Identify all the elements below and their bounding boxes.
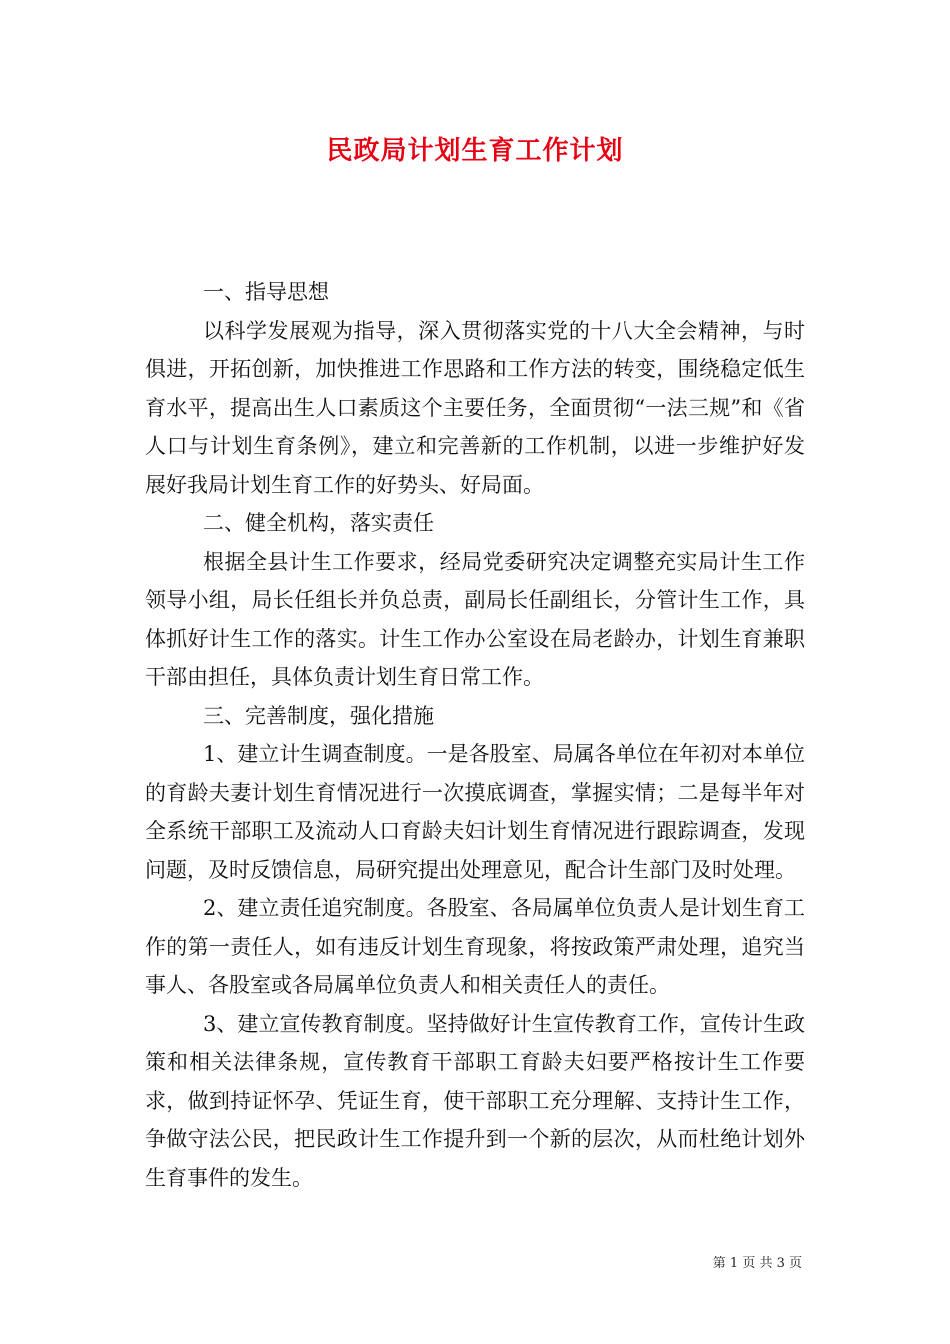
document-title: 民政局计划生育工作计划: [326, 136, 624, 166]
paragraph-education-system: 3、建立宣传教育制度。坚持做好计生宣传教育工作，宣传计生政策和相关法律条规，宣传教育干部职工育龄夫妇要严格按计生工作要求，做到持证怀孕、凭证生育，使干部职工充分理解、支持计生工作，争做守法公民，把民政计生工作提升到一个新的层次，从而杜绝计划外生育事件的发生。: [145, 1011, 805, 1190]
paragraph-guiding-ideology: 以科学发展观为指导，深入贯彻落实党的十八大全会精神，与时俱进，开拓创新，加快推进工作思路和工作方法的转变，围绕稳定低生育水平，提高出生人口素质这个主要任务，全面贯彻“一法三规”和《省人口与计划生育条例》，建立和完善新的工作机制，以进一步维护好发展好我局计划生育工作的好势头、好局面。: [145, 318, 805, 497]
section-heading-guiding-ideology: 一、指导思想: [203, 280, 329, 304]
paragraph-survey-system: 1、建立计生调查制度。一是各股室、局属各单位在年初对本单位的育龄夫妻计划生育情况进行一次摸底调查，掌握实情；二是每半年对全系统干部职工及流动人口育龄夫妇计划生育情况进行跟踪调查，发现问题，及时反馈信息，局研究提出处理意见，配合计生部门及时处理。: [145, 742, 805, 882]
section-heading-organization: 二、健全机构，落实责任: [203, 511, 434, 535]
page-number: 第 1 页 共 3 页: [712, 1256, 802, 1271]
paragraph-accountability-system: 2、建立责任追究制度。各股室、各局属单位负责人是计划生育工作的第一责任人，如有违反计划生育现象，将按政策严肃处理，追究当事人、各股室或各局属单位负责人和相关责任人的责任。: [145, 896, 805, 997]
section-heading-measures: 三、完善制度，强化措施: [203, 703, 434, 728]
paragraph-organization: 根据全县计生工作要求，经局党委研究决定调整充实局计生工作领导小组，局长任组长并负总责，副局长任副组长，分管计生工作，具体抓好计生工作的落实。计生工作办公室设在局老龄办，计划生育兼职干部由担任，具体负责计划生育日常工作。: [145, 549, 805, 689]
document-body: [145, 273, 805, 1197]
